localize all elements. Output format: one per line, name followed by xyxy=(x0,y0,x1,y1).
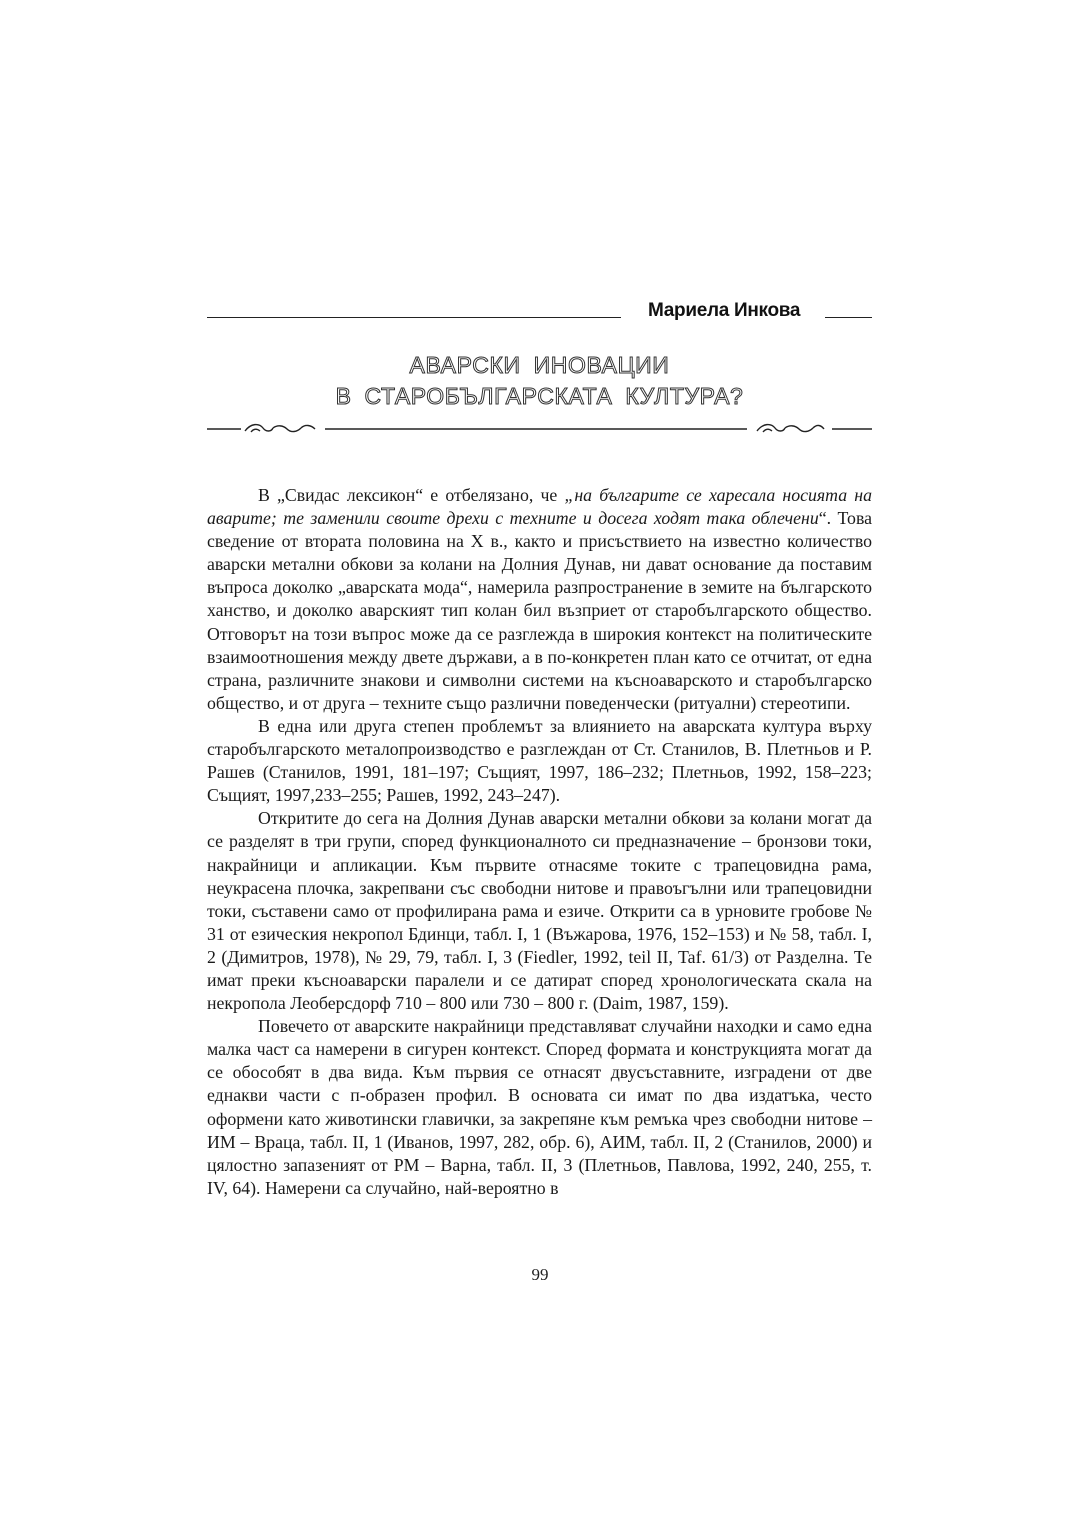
article-title-line-2: В СТАРОБЪЛГАРСКАТА КУЛТУРА? xyxy=(335,383,744,409)
paragraph-2: В една или друга степен проблемът за влиянието на аварската култура върху старобългарското металопроизводство е разглеждан от Ст. Станилов, В. Плетньов и Р. Рашев (Станилов, 1991, 181–197; Същият, 1997, 186–232; Плетньов, 1992, 158–223; Същият, 1997,233–255; Рашев, 1992, 243–247). xyxy=(207,715,872,806)
ornament-divider-graphic xyxy=(207,419,872,439)
article-body xyxy=(207,484,872,1200)
svidas-quote: „на българите се харесала носията на аварите; те заменили своите дрехи с техните и досега ходят така облечени xyxy=(207,485,873,529)
page-number: 99 xyxy=(531,1265,549,1284)
flourish-left-icon xyxy=(245,425,315,432)
article-title xyxy=(207,350,872,412)
paragraph-1-lead: В „Свидас лексикон“ е отбелязано, че xyxy=(258,485,565,505)
header-rule-right xyxy=(825,317,872,318)
author-name: Мариела Инкова xyxy=(648,300,801,321)
paragraph-4: Повечето от аварските накрайници представляват случайни находки и само една малка част са намерени в сигурен контекст. Според формата и конструкцията могат да се обособят в два вида. Към първия се отнасят двусъставните, изградени от две еднакви части с п-образен профил. В основата си имат по два издатъка, често оформени като животински главички, за закрепяне към ремъка чрез свободни нитове – ИМ – Враца, табл. II, 1 (Иванов, 1997, 282, обр. 6), АИМ, табл. II, 2 (Станилов, 2000) и цялостно запазеният от РМ – Варна, табл. II, 3 (Плетньов, Павлова, 1992, 240, 255, т. IV, 64). Намерени са случайно, най-вероятно в xyxy=(207,1016,872,1198)
paragraph-3: Откритите до сега на Долния Дунав аварски метални обкови за колани могат да се разделят в три групи, според функционалното си предназначение – бронзови токи, накрайници и апликации. Към първите отнасяме токите с трапецовидна рама, неукрасена плочка, закрепвани със свободни нитове и правоъгълни или трапецовидни токи, съставени само от профилирана рама и езиче. Открити са в урновите гробове № 31 от езическия некропол Бдинци, табл. I, 1 (Въжарова, 1976, 152–153) и № 58, табл. I, 2 (Димитров, 1978), № 29, 79, табл. I, 3 (Fiedler, 1992, teil II, Taf. 61/3) от Разделна. Те имат преки късноаварски паралели и се датират според хронологическата скала на некропола Леоберсдорф 710 – 800 или 730 – 800 г. (Daim, 1987, 159). xyxy=(207,808,872,1014)
running-header xyxy=(207,300,872,328)
paragraph-1 xyxy=(207,484,872,715)
paragraph-1-rest: “. Това сведение от втората половина на X в., както и присъствието на известно количество аварски метални обкови за колани на Долния Дунав, ни дават основание да поставим въпроса доколко „аварската мода“, намерила разпространение в земите на българското ханство, и доколко аварският тип колан бил възприет от старобългарското общество. Отговорът на този въпрос може да се разглежда в широкия контекст на политическите взаимоотношения между двете държави, а в по-конкретен план като се отчитат, от една страна, различните знакови и символни системи на късноаварското и старобългарско общество, и от друга – техните също различни поведенчески (ритуални) стереотипи. xyxy=(207,508,872,713)
header-rule-left xyxy=(207,317,621,318)
title-ornament-divider xyxy=(207,419,872,439)
article-title-line-1: АВАРСКИ ИНОВАЦИИ xyxy=(409,352,670,378)
flourish-right-icon xyxy=(757,425,824,432)
